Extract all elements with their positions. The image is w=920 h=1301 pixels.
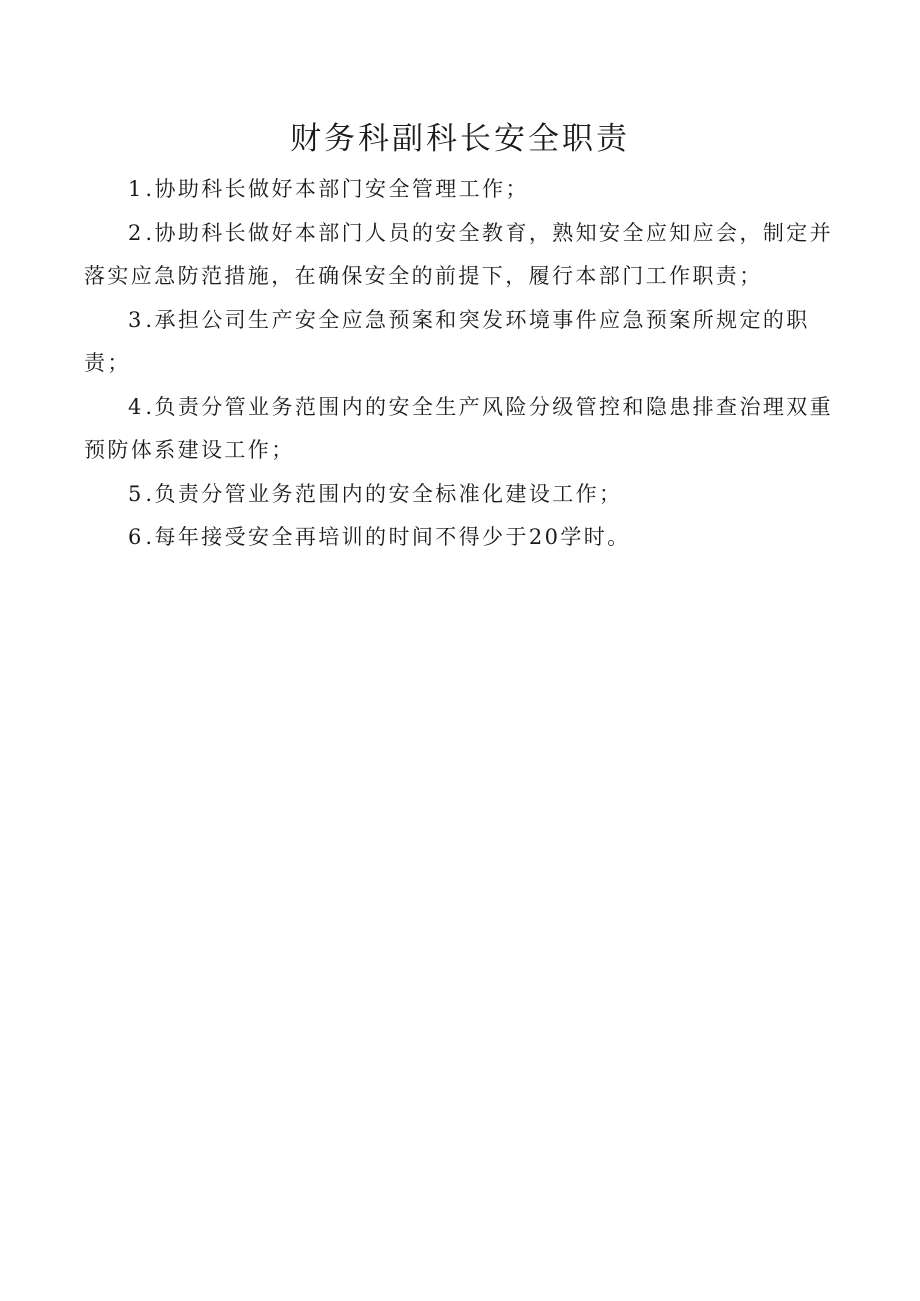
duty-text: .负责分管业务范围内的安全标准化建设工作；: [145, 481, 623, 506]
duty-number: 5: [128, 481, 142, 506]
duty-item-5: [84, 473, 840, 517]
duty-item-4: [84, 386, 840, 473]
duty-number: 3: [128, 307, 142, 332]
duty-text: .承担公司生产安全应急预案和突发环境事件应急预案所规定的职责；: [84, 307, 810, 375]
duty-text: .负责分管业务范围内的安全生产风险分级管控和隐患排查治理双重预防体系建设工作；: [84, 394, 834, 462]
duty-number: 6: [128, 525, 142, 549]
document-title: 财务科副科长安全职责: [290, 121, 630, 157]
duty-item-2: [84, 212, 840, 299]
duty-text: .每年接受安全再培训的时间不得少于20学时。: [145, 525, 631, 549]
duty-number: 2: [128, 220, 142, 245]
duty-item-3: [84, 299, 840, 386]
duty-number: 1: [128, 177, 142, 201]
duty-item-1: [84, 168, 840, 212]
duty-item-6: [84, 516, 840, 560]
duty-list: [84, 168, 840, 560]
duty-text: .协助科长做好本部门安全管理工作；: [145, 177, 529, 201]
duty-number: 4: [128, 394, 142, 419]
duty-text: .协助科长做好本部门人员的安全教育，熟知安全应知应会，制定并落实应急防范措施，在确保安全的前提下，履行本部门工作职责；: [84, 220, 834, 288]
